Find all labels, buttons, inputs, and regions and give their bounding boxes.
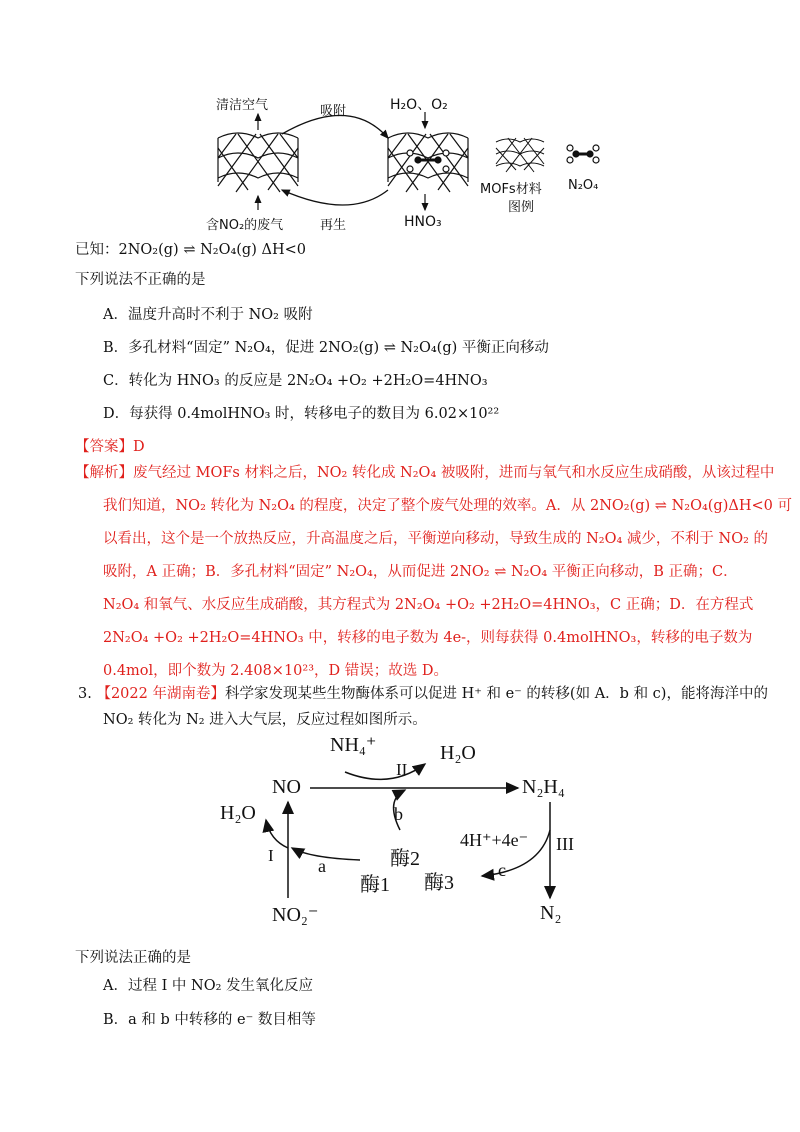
analysis-line: 0.4mol，即个数为 2.408×10²³，D 错误；故选 D。 [103, 663, 448, 679]
legend-mof-label: MOFs材料 [480, 182, 542, 197]
q2-option-d: D．每获得 0.4molHNO₃ 时，转移电子的数目为 6.02×10²² [103, 406, 500, 422]
label-no: NO [272, 776, 301, 798]
mof-lattice-left [218, 133, 298, 192]
label-h2o-o2: H₂O、O₂ [390, 97, 448, 113]
label-h2o-left: H₂O [220, 802, 256, 824]
question2-stem: 下列说法不正确的是 [75, 272, 206, 288]
analysis-line: 吸附，A 正确；B．多孔材料“固定” N₂O₄，从而促进 2NO₂ ⇌ N₂O₄ 平衡正向移动，B 正确；C． [103, 564, 738, 580]
q3-stem-line2: NO₂ 转化为 N₂ 进入大气层，反应过程如图所示。 [103, 712, 427, 728]
question3-stem2: 下列说法正确的是 [75, 950, 191, 966]
analysis-line: 【解析】废气经过 MOFs 材料之后，NO₂ 转化成 N₂O₄ 被吸附，进而与氧气和水反应生成硝酸，从该过程中 [75, 465, 775, 481]
question3-line1 [78, 684, 768, 704]
label-a: a [318, 856, 326, 876]
label-process-iii: III [556, 834, 574, 854]
label-hno3: HNO₃ [404, 214, 442, 230]
label-no2-minus: NO₂⁻ [272, 904, 319, 926]
q3-stem-line1: 科学家发现某些生物酶体系可以促进 H⁺ 和 e⁻ 的转移(如 A．b 和 c)，能将海洋中的 [224, 686, 768, 702]
label-process-i: I [268, 846, 274, 865]
q3-number: 3. [78, 686, 92, 702]
label-enzyme1: 酶1 [360, 874, 390, 896]
analysis-line: 我们知道，NO₂ 转化为 N₂O₄ 的程度，决定了整个废气处理的效率。A．从 2NO₂(g) ⇌ N₂O₄(g)ΔH<0 可 [103, 498, 792, 514]
label-b: b [394, 804, 403, 824]
label-waste-gas: 含NO₂的废气 [206, 218, 284, 233]
n2o4-molecule-in-lattice [407, 150, 449, 172]
label-adsorb: 吸附 [320, 104, 347, 119]
q2-option-c: C．转化为 HNO₃ 的反应是 2N₂O₄ +O₂ +2H₂O=4HNO₃ [103, 373, 488, 389]
enzyme-reaction-figure [200, 730, 600, 930]
label-process-ii: II [396, 760, 408, 779]
q2-analysis [75, 457, 792, 688]
q2-option-a: A．温度升高时不利于 NO₂ 吸附 [103, 307, 313, 323]
legend-n2o4-molecule [567, 145, 599, 163]
q2-option-b: B．多孔材料“固定” N₂O₄，促进 2NO₂(g) ⇌ N₂O₄(g) 平衡正向移动 [103, 340, 549, 356]
label-c: c [498, 860, 506, 880]
legend-title: 图例 [508, 200, 535, 215]
analysis-line: 以看出，这个是一个放热反应，升高温度之后，平衡逆向移动，导致生成的 N₂O₄ 减少，不利于 NO₂ 的 [103, 531, 769, 547]
label-clean-air: 清洁空气 [216, 98, 269, 113]
q3-option-a: A．过程 I 中 NO₂ 发生氧化反应 [103, 978, 314, 994]
label-regen: 再生 [320, 218, 347, 233]
legend-n2o4-label: N₂O₄ [568, 178, 599, 193]
mof-figure [190, 90, 630, 240]
known-condition: 已知：2NO₂(g) ⇌ N₂O₄(g) ΔH<0 [75, 242, 306, 258]
q2-answer: 【答案】D [75, 439, 145, 455]
q3-option-b: B．a 和 b 中转移的 e⁻ 数目相等 [103, 1012, 316, 1028]
label-n2: N₂ [540, 902, 562, 924]
label-h2o-top: H₂O [440, 742, 476, 764]
label-n2h4: N₂H₄ [522, 776, 565, 798]
mof-lattice-right [388, 133, 468, 192]
label-4h-4e: 4H⁺+4e⁻ [460, 830, 529, 850]
label-enzyme3: 酶3 [424, 872, 454, 894]
analysis-line: 2N₂O₄ +O₂ +2H₂O=4HNO₃ 中，转移的电子数为 4e-，则每获得 0.4molHNO₃，转移的电子数为 [103, 630, 753, 646]
q3-source-tag: 【2022 年湖南卷】 [96, 686, 225, 702]
label-nh4: NH₄⁺ [330, 734, 377, 756]
analysis-line: N₂O₄ 和氧气、水反应生成硝酸，其方程式为 2N₂O₄ +O₂ +2H₂O=4HNO₃，C 正确；D．在方程式 [103, 597, 754, 613]
legend-mof-lattice [496, 138, 544, 172]
label-enzyme2: 酶2 [390, 848, 420, 870]
